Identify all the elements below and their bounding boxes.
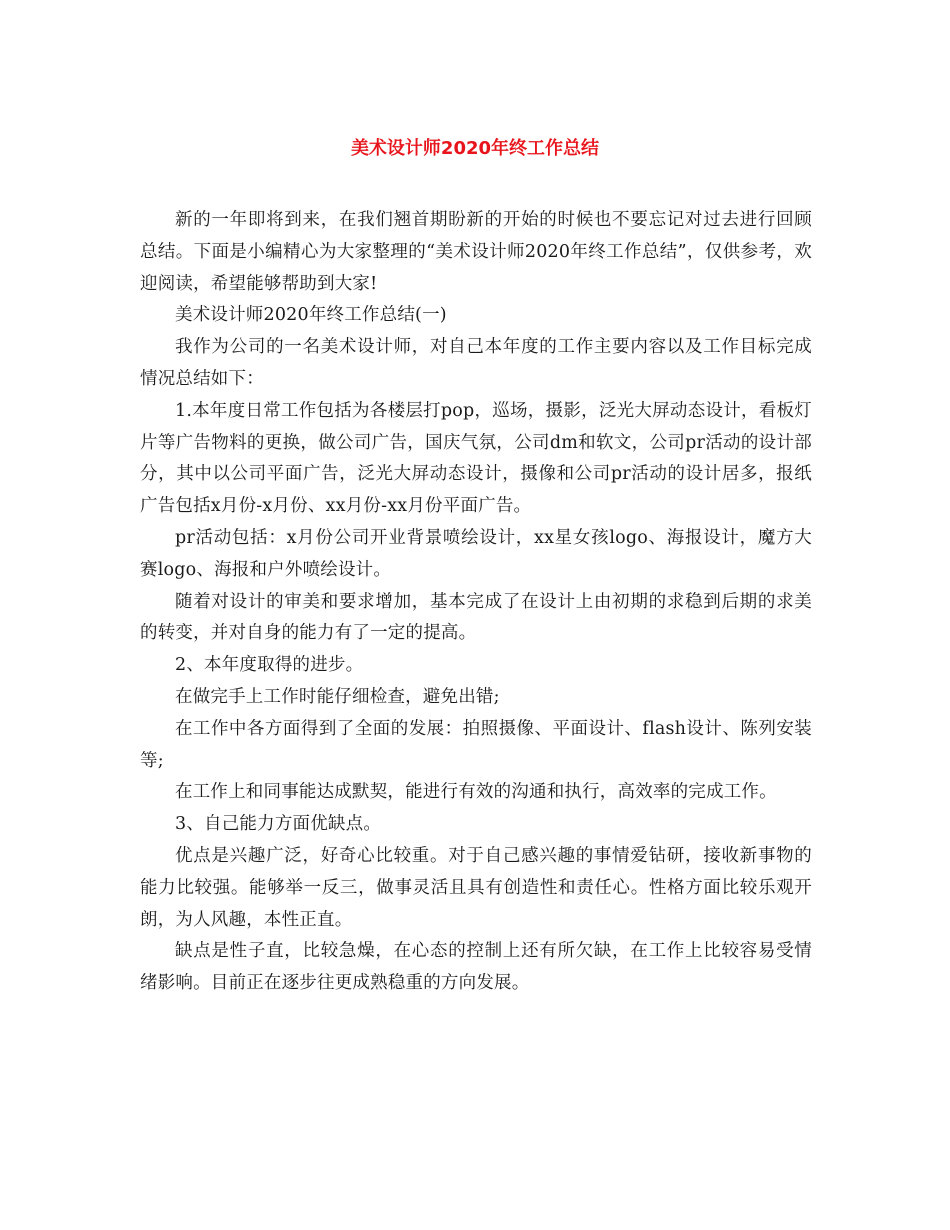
strengths-weaknesses-heading: 3、自己能力方面优缺点。 <box>175 814 382 835</box>
document-body <box>140 205 812 1000</box>
teamwork-paragraph: 在工作上和同事能达成默契，能进行有效的沟通和执行，高效率的完成工作。 <box>175 782 777 803</box>
design-improvement-paragraph: 随着对设计的审美和要求增加，基本完成了在设计上由初期的求稳到后期的求美的转变，并对自身的能力有了一定的提高。 <box>140 591 812 644</box>
daily-work-paragraph: 1.本年度日常工作包括为各楼层打pop，巡场，摄影，泛光大屏动态设计，看板灯片等广告物料的更换，做公司广告，国庆气氛，公司dm和软文，公司pr活动的设计部分，其中以公司平面广告，泛光大屏动态设计，摄像和公司pr活动的设计居多，报纸广告包括x月份-x月份、xx月份-xx月份平面广告。 <box>140 400 812 517</box>
weaknesses-paragraph: 缺点是性子直，比较急燥，在心态的控制上还有所欠缺，在工作上比较容易受情绪影响。目前正在逐步往更成熟稳重的方向发展。 <box>140 941 812 994</box>
strengths-paragraph: 优点是兴趣广泛，好奇心比较重。对于自己感兴趣的事情爱钻研，接收新事物的能力比较强。能够举一反三，做事灵活且具有创造性和责任心。性格方面比较乐观开朗，为人风趣，本性正直。 <box>140 845 812 930</box>
pr-activities-paragraph: pr活动包括：x月份公司开业背景喷绘设计，xx星女孩logo、海报设计，魔方大赛logo、海报和户外喷绘设计。 <box>140 527 812 580</box>
document-title: 美术设计师2020年终工作总结 <box>350 138 600 159</box>
progress-heading: 2、本年度取得的进步。 <box>175 655 364 676</box>
intro-paragraph: 新的一年即将到来，在我们翘首期盼新的开始的时候也不要忘记对过去进行回顾总结。下面是小编精心为大家整理的“美术设计师2020年终工作总结”，仅供参考，欢迎阅读，希望能够帮助到大家! <box>140 210 812 294</box>
careful-check-paragraph: 在做完手上工作时能仔细检查，避免出错; <box>175 686 500 707</box>
section-heading-one: 美术设计师2020年终工作总结(一) <box>175 305 447 326</box>
summary-intro-paragraph: 我作为公司的一名美术设计师，对自己本年度的工作主要内容以及工作目标完成情况总结如下： <box>140 337 812 389</box>
development-paragraph: 在工作中各方面得到了全面的发展：拍照摄像、平面设计、flash设计、陈列安装等; <box>140 718 812 771</box>
